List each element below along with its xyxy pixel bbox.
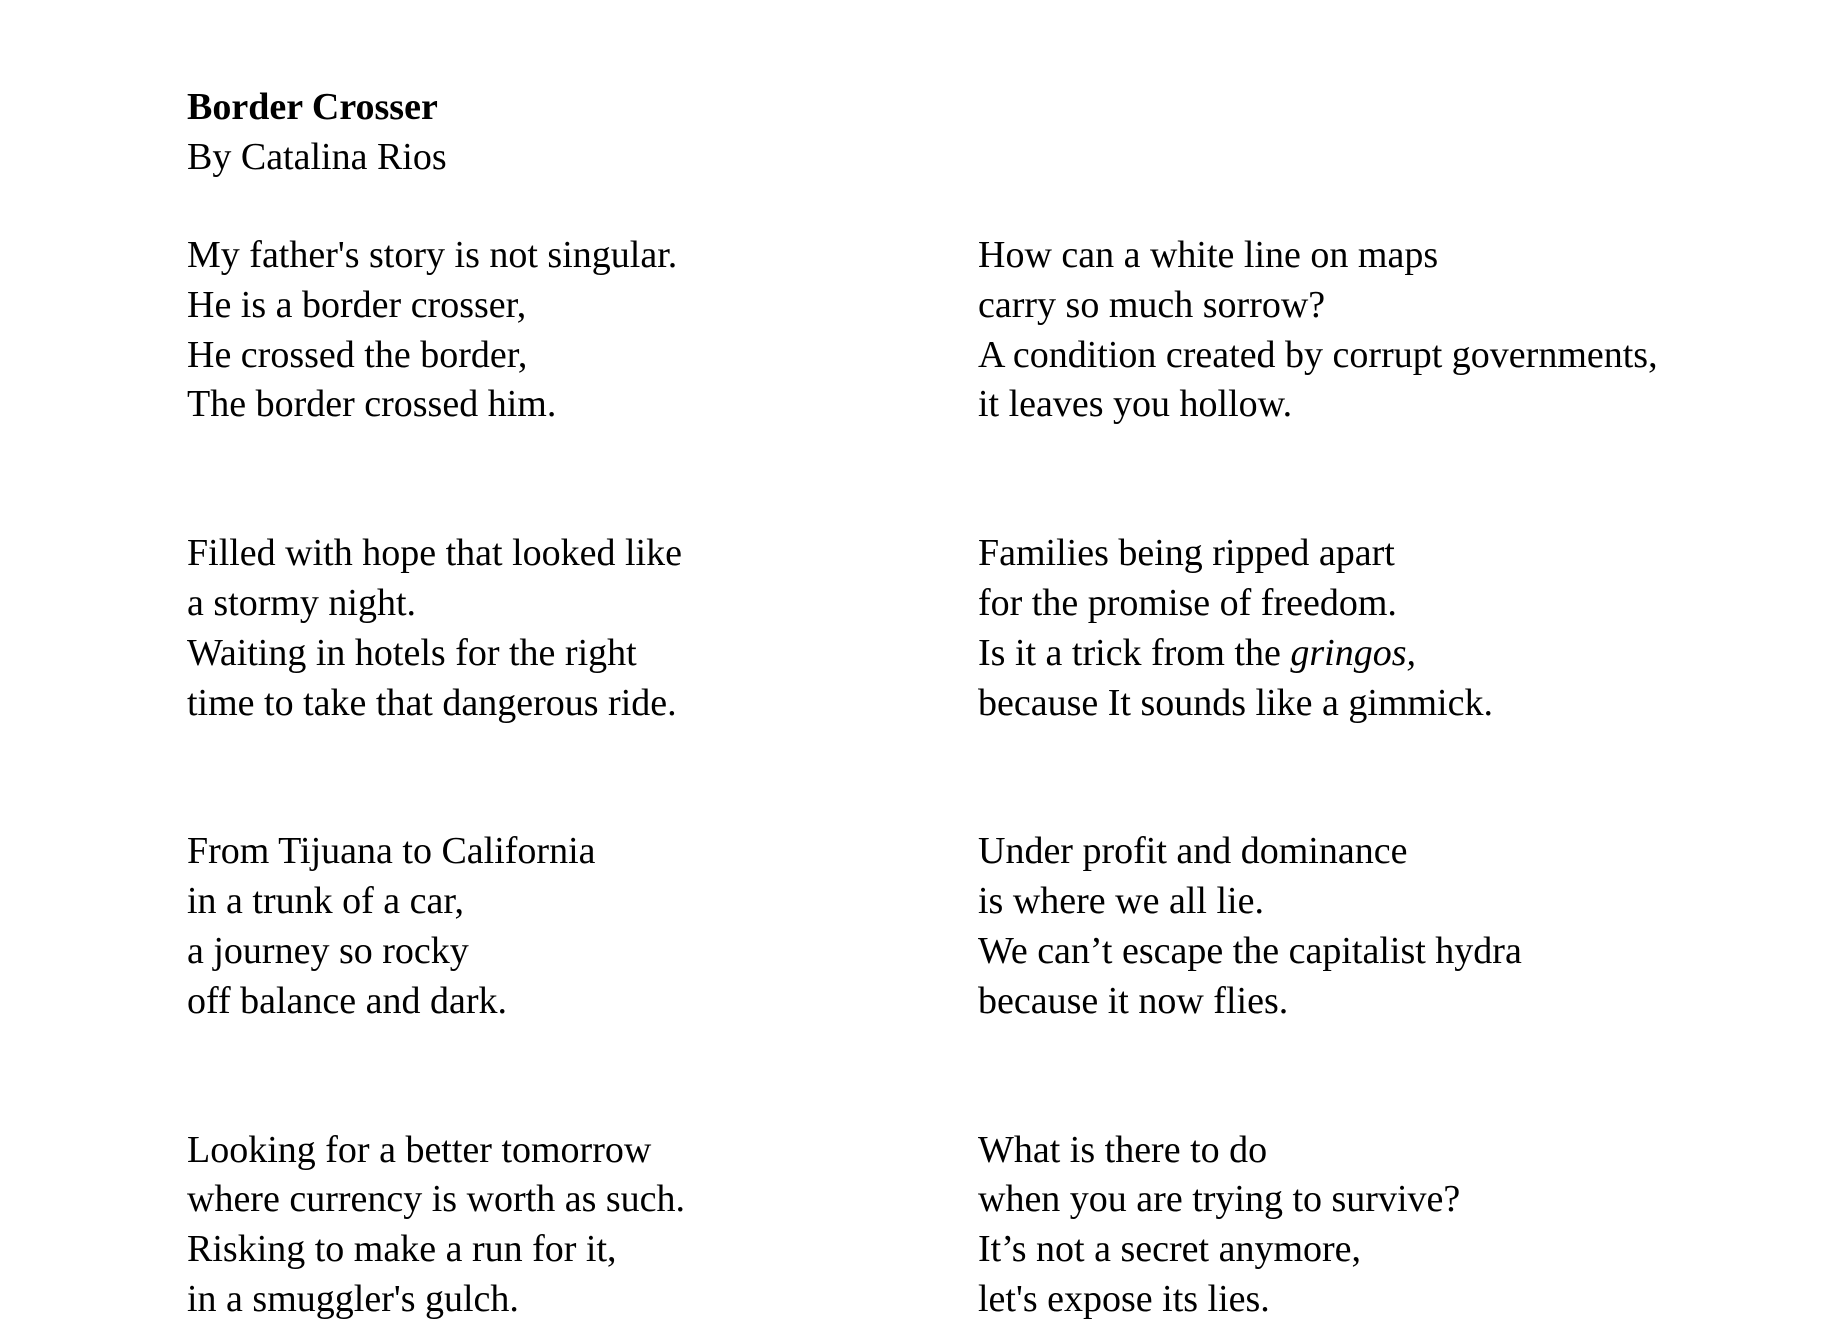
poem-line: in a smuggler's gulch. bbox=[187, 1277, 519, 1320]
poem-line: a stormy night. bbox=[187, 581, 417, 624]
poem-line-with-italic bbox=[978, 629, 1658, 679]
poem-title: Border Crosser bbox=[187, 86, 438, 128]
poem-line-text: Is it a trick from the bbox=[978, 631, 1291, 674]
poem-line: Under profit and dominance bbox=[978, 830, 1408, 873]
poem-line: What is there to do bbox=[978, 1128, 1268, 1171]
stanza bbox=[187, 1126, 685, 1325]
poem-line: off balance and dark. bbox=[187, 979, 508, 1022]
poem-line: The border crossed him. bbox=[187, 383, 557, 426]
poem-line: Looking for a better tomorrow bbox=[187, 1128, 652, 1171]
stanza bbox=[978, 231, 1658, 430]
poem-line: From Tijuana to California bbox=[187, 830, 596, 873]
poem-line: in a trunk of a car, bbox=[187, 880, 465, 923]
poem-line: carry so much sorrow? bbox=[978, 283, 1326, 326]
poem-line: My father's story is not singular. bbox=[187, 234, 678, 276]
poem-line: Risking to make a run for it, bbox=[187, 1228, 617, 1271]
poem-line: He crossed the border, bbox=[187, 333, 528, 376]
poem-line: it leaves you hollow. bbox=[978, 383, 1293, 426]
poem-line: It’s not a secret anymore, bbox=[978, 1228, 1362, 1271]
poem-byline: By Catalina Rios bbox=[187, 136, 447, 178]
stanza bbox=[978, 529, 1658, 728]
poem-line: because It sounds like a gimmick. bbox=[978, 681, 1493, 724]
left-column bbox=[187, 231, 685, 1325]
poem-line: He is a border crosser, bbox=[187, 283, 527, 326]
poem-line: Waiting in hotels for the right bbox=[187, 631, 637, 674]
stanza bbox=[187, 231, 685, 430]
poem-line: A condition created by corrupt governments, bbox=[978, 333, 1658, 376]
stanza bbox=[978, 827, 1658, 1026]
poem-line: for the promise of freedom. bbox=[978, 581, 1397, 624]
poem-line: a journey so rocky bbox=[187, 929, 469, 972]
poem-line: How can a white line on maps bbox=[978, 234, 1439, 276]
poem-line: where currency is worth as such. bbox=[187, 1178, 686, 1221]
stanza bbox=[187, 529, 685, 728]
poem-line: Families being ripped apart bbox=[978, 532, 1395, 575]
poem-line: when you are trying to survive? bbox=[978, 1178, 1461, 1221]
poem-line: because it now flies. bbox=[978, 979, 1289, 1022]
poem-line: let's expose its lies. bbox=[978, 1277, 1270, 1320]
italic-word: gringos, bbox=[1290, 631, 1416, 674]
stanza bbox=[187, 827, 685, 1026]
poem-line: is where we all lie. bbox=[978, 880, 1264, 923]
poem-line: Filled with hope that looked like bbox=[187, 532, 682, 575]
stanza bbox=[978, 1126, 1658, 1325]
right-column bbox=[978, 231, 1658, 1325]
poem-line: We can’t escape the capitalist hydra bbox=[978, 929, 1522, 972]
poem-line: time to take that dangerous ride. bbox=[187, 681, 677, 724]
